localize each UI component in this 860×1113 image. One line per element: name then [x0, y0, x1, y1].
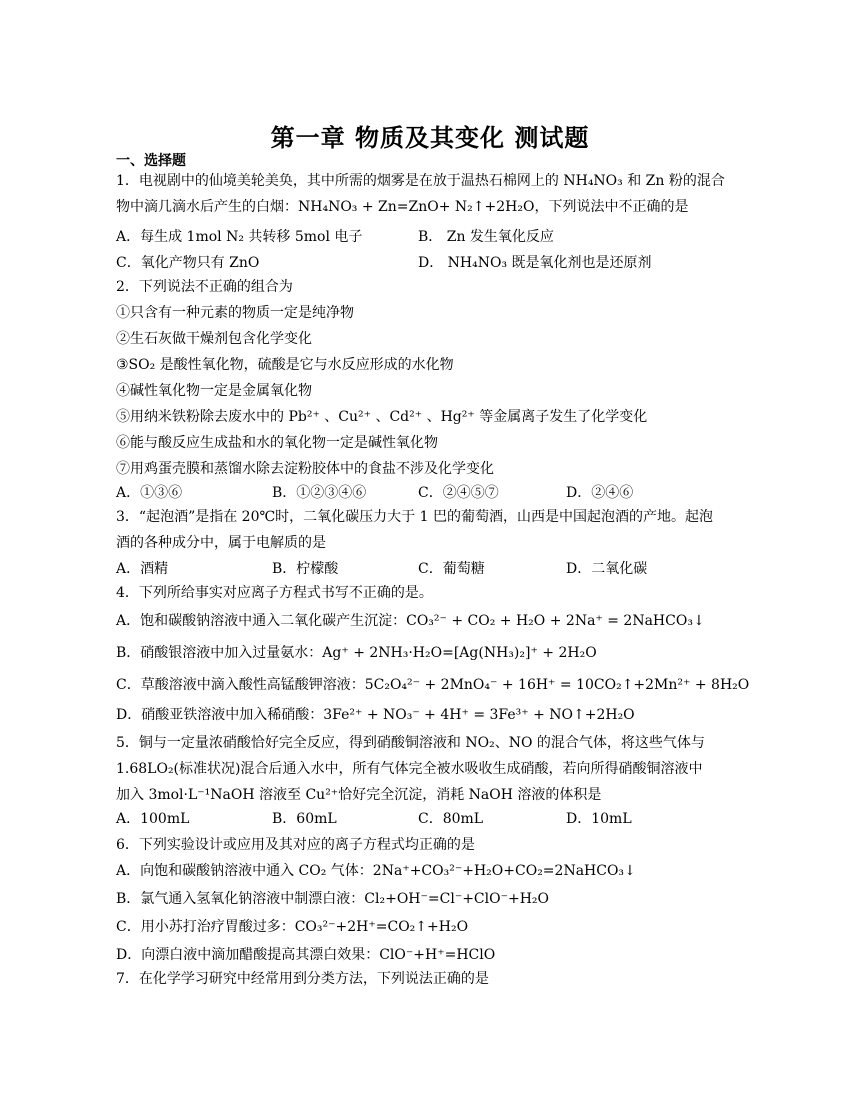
q2-option-d: D．②④⑥ — [566, 485, 634, 501]
q2-statement-7: ⑦用鸡蛋壳膜和蒸馏水除去淀粉胶体中的食盐不涉及化学变化 — [116, 461, 494, 477]
q6-option-b: B．氯气通入氢氧化钠溶液中制漂白液：Cl₂+OH⁻=Cl⁻+ClO⁻+H₂O — [116, 891, 550, 907]
q5-option-c: C．80mL — [418, 811, 484, 827]
q4-option-b: B．硝酸银溶液中加入过量氨水：Ag⁺ + 2NH₃·H₂O=[Ag(NH₃)₂]⁺ + 2H₂O — [116, 645, 597, 661]
q2-statement-3: ③SO₂ 是酸性氧化物，硫酸是它与水反应形成的水化物 — [116, 357, 454, 373]
q3-stem-line1: 3．“起泡酒”是指在 20℃时，二氧化碳压力大于 1 巴的葡萄酒，山西是中国起泡酒的产地。起泡 — [116, 509, 713, 525]
q5-option-d: D．10mL — [566, 811, 632, 827]
q3-option-a: A．酒精 — [116, 561, 169, 577]
q1-stem-line1: 1．电视剧中的仙境美轮美奂，其中所需的烟雾是在放于温热石棉网上的 NH₄NO₃ 和 Zn 粉的混合 — [116, 173, 725, 189]
q3-option-b: B．柠檬酸 — [272, 561, 339, 577]
q5-stem-line2: 1.68LO₂(标准状况)混合后通入水中，所有气体完全被水吸收生成硝酸，若向所得硝酸铜溶液中 — [116, 761, 703, 777]
q2-option-b: B．①②③④⑥ — [272, 485, 367, 501]
q2-statement-1: ①只含有一种元素的物质一定是纯净物 — [116, 305, 354, 321]
q3-stem-line2: 酒的各种成分中，属于电解质的是 — [116, 535, 326, 551]
q3-option-d: D．二氧化碳 — [566, 561, 648, 577]
q1-option-b: B． Zn 发生氧化反应 — [418, 229, 554, 245]
q6-option-a: A．向饱和碳酸钠溶液中通入 CO₂ 气体：2Na⁺+CO₃²⁻+H₂O+CO₂=2NaHCO₃↓ — [116, 863, 636, 879]
q1-option-d: D． NH₄NO₃ 既是氧化剂也是还原剂 — [418, 255, 652, 271]
q5-stem-line3: 加入 3mol·L⁻¹NaOH 溶液至 Cu²⁺恰好完全沉淀，消耗 NaOH 溶液的体积是 — [116, 787, 602, 803]
q4-stem: 4．下列所给事实对应离子方程式书写不正确的是。 — [116, 585, 433, 601]
section-heading: 一、选择题 — [116, 153, 186, 169]
q1-option-c: C．氧化产物只有 ZnO — [116, 255, 260, 271]
q1-stem-line2: 物中滴几滴水后产生的白烟：NH₄NO₃ + Zn=ZnO+ N₂↑+2H₂O，下列说法中不正确的是 — [116, 199, 689, 215]
q2-statement-5: ⑤用纳米铁粉除去废水中的 Pb²⁺ 、Cu²⁺ 、Cd²⁺ 、Hg²⁺ 等金属离子发生了化学变化 — [116, 409, 648, 425]
q4-option-d: D．硝酸亚铁溶液中加入稀硝酸：3Fe²⁺ + NO₃⁻ + 4H⁺ = 3Fe³⁺ + NO↑+2H₂O — [116, 707, 635, 723]
q5-option-a: A．100mL — [116, 811, 190, 827]
q5-option-b: B．60mL — [272, 811, 337, 827]
q5-stem-line1: 5．铜与一定量浓硝酸恰好完全反应，得到硝酸铜溶液和 NO₂、NO 的混合气体，将这些气体与 — [116, 735, 705, 751]
q2-statement-6: ⑥能与酸反应生成盐和水的氧化物一定是碱性氧化物 — [116, 435, 438, 451]
q7-stem: 7．在化学学习研究中经常用到分类方法，下列说法正确的是 — [116, 971, 489, 987]
q3-option-c: C．葡萄糖 — [418, 561, 485, 577]
q6-option-c: C．用小苏打治疗胃酸过多：CO₃²⁻+2H⁺=CO₂↑+H₂O — [116, 919, 469, 935]
q4-option-c: C．草酸溶液中滴入酸性高锰酸钾溶液：5C₂O₄²⁻ + 2MnO₄⁻ + 16H⁺ = 10CO₂↑+2Mn²⁺ + 8H₂O — [116, 677, 750, 693]
q2-option-a: A．①③⑥ — [116, 485, 183, 501]
page-title: 第一章 物质及其变化 测试题 — [270, 123, 590, 152]
q6-option-d: D．向漂白液中滴加醋酸提高其漂白效果：ClO⁻+H⁺=HClO — [116, 947, 496, 963]
q2-stem: 2．下列说法不正确的组合为 — [116, 279, 293, 295]
q4-option-a: A．饱和碳酸钠溶液中通入二氧化碳产生沉淀：CO₃²⁻ + CO₂ + H₂O + 2Na⁺ = 2NaHCO₃↓ — [116, 613, 705, 629]
q2-statement-4: ④碱性氧化物一定是金属氧化物 — [116, 383, 312, 399]
q2-statement-2: ②生石灰做干燥剂包含化学变化 — [116, 331, 312, 347]
q1-option-a: A．每生成 1mol N₂ 共转移 5mol 电子 — [116, 229, 363, 245]
q6-stem: 6．下列实验设计或应用及其对应的离子方程式均正确的是 — [116, 837, 475, 853]
q2-option-c: C．②④⑤⑦ — [418, 485, 499, 501]
